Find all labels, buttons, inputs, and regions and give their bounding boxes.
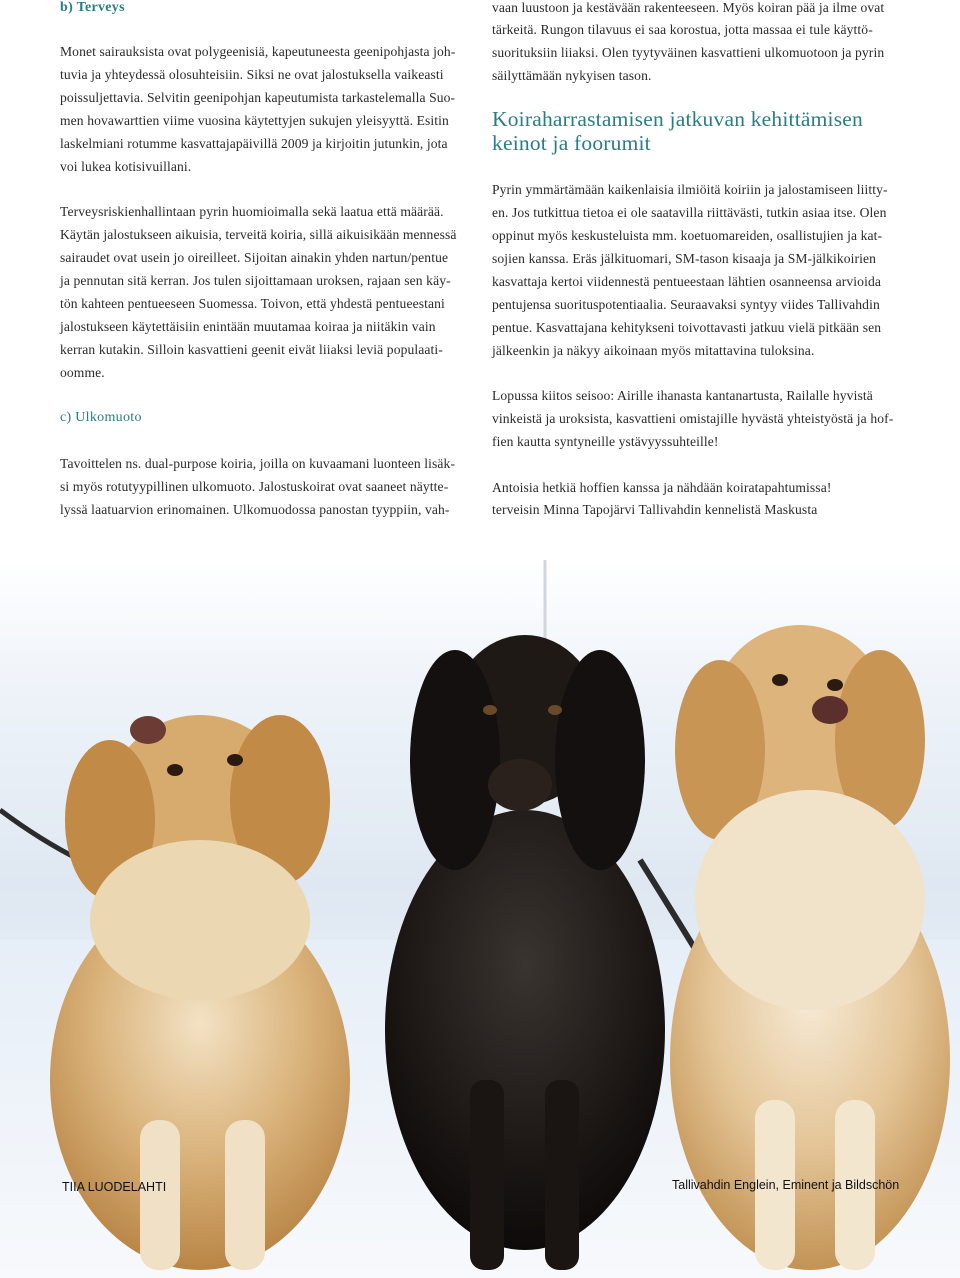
- dogs-photo: [0, 560, 960, 1278]
- paragraph-line: säilyttämään nykyisen tason.: [492, 68, 652, 83]
- dog-right: [670, 625, 950, 1270]
- paragraph-line: voi lukea kotisivuillani.: [60, 159, 192, 174]
- paragraph-line: Tavoittelen ns. dual-purpose koiria, joilla on kuvaamani luonteen lisäk-: [60, 456, 456, 471]
- paragraph-line: pentujensa suorituspotentiaalia. Seuraavaksi syntyy viides Tallivahdin: [492, 297, 880, 312]
- paragraph-line: vaan luustoon ja kestävään rakenteeseen. Myös koiran pää ja ilme ovat: [492, 0, 885, 15]
- paragraph-line: oomme.: [60, 365, 105, 380]
- paragraph-line: kasvattaja kertoi viidennestä pentueestaan lähtien osanneensa arvioida: [492, 274, 881, 289]
- paragraph-line: Käytän jalostukseen aikuisia, terveitä koiria, sillä aikuisikään mennessä: [60, 227, 457, 242]
- paragraph-line: Antoisia hetkiä hoffien kanssa ja nähdään koiratapahtumissa!: [492, 480, 832, 495]
- paragraph-line: laskelmiani rotumme kasvattajapäivillä 2009 ja kirjoitin jutunkin, jota: [60, 136, 448, 151]
- paragraph-line: ja pennutan sitä kerran. Jos tulen sijoittamaan uroksen, rajaan sen käy-: [60, 273, 451, 288]
- paragraph-line: oppinut myös keskusteluista mm. koetuomareiden, osallistujien ja kat-: [492, 228, 883, 243]
- paragraph-line: sojien kanssa. Eräs jälkituomari, SM-tason kisaaja ja SM-jälkikoirien: [492, 251, 877, 266]
- heading-terveys: b) Terveys: [60, 0, 125, 15]
- section-heading: keinot ja foorumit: [492, 131, 651, 155]
- paragraph-line: tuvia ja yhteydessä olosuhteisiin. Siksi ne ovat jalostuksella vaikeasti: [60, 67, 444, 82]
- photo-caption: Tallivahdin Englein, Eminent ja Bildschön: [672, 1178, 900, 1192]
- paragraph-line: en. Jos tutkittua tietoa ei ole saatavilla riittävästi, tutkin asiaa itse. Olen: [492, 205, 887, 220]
- paragraph-line: Pyrin ymmärtämään kaikenlaisia ilmiöitä koiriin ja jalostamiseen liitty-: [492, 182, 888, 197]
- paragraph-line: suorituksiin liiaksi. Olen tyytyväinen kasvattieni ulkomuotoon ja pyrin: [492, 45, 885, 60]
- paragraph-line: Lopussa kiitos seisoo: Airille ihanasta kantanartusta, Railalle hyvistä: [492, 388, 873, 403]
- paragraph-line: lyssä laatuarvion erinomainen. Ulkomuodossa panostan tyyppiin, vah-: [60, 502, 450, 517]
- paragraph-line: sairaudet ovat usein jo oireilleet. Sijoitan ainakin yhden nartun/pentue: [60, 250, 449, 265]
- paragraph-line: fien kautta syntyneille ystävyyssuhteille!: [492, 434, 719, 449]
- paragraph-line: vinkeistä ja uroksista, kasvattieni omistajille hyvästä yhteistyöstä ja hof-: [492, 411, 894, 426]
- paragraph-line: men hovawarttien viime vuosina käytettyjen sukujen yleisyyttä. Esitin: [60, 113, 449, 128]
- dogs-illustration: [0, 560, 960, 1278]
- paragraph-line: pentue. Kasvattajana kehitykseni toivottavasti jatkuu vielä pitkään sen: [492, 320, 882, 335]
- paragraph-line: kerran kutakin. Silloin kasvattieni geenit eivät liiaksi leviä populaati-: [60, 342, 443, 357]
- paragraph-line: Monet sairauksista ovat polygeenisiä, kapeutuneesta geenipohjasta joh-: [60, 44, 456, 59]
- paragraph-line: si myös rotutyypillinen ulkomuoto. Jalostuskoirat ovat saaneet näytte-: [60, 479, 449, 494]
- heading-ulkomuoto: c) Ulkomuoto: [60, 410, 142, 425]
- paragraph-line: jälkeenkin ja näkyy aikoinaan myös mitattavina tuloksina.: [492, 343, 815, 358]
- paragraph-line: jalostukseen käytettäisiin enintään muutamaa koiraa ja niitäkin vain: [60, 319, 436, 334]
- paragraph-line: terveisin Minna Tapojärvi Tallivahdin kennelistä Maskusta: [492, 502, 818, 517]
- paragraph-line: tärkeitä. Rungon tilavuus ei saa korostua, jotta massaa ei tule käyttö-: [492, 22, 873, 37]
- paragraph-line: tön kahteen pentueeseen Suomessa. Toivon, että yhdestä pentueestani: [60, 296, 445, 311]
- section-heading: Koiraharrastamisen jatkuvan kehittämisen: [492, 107, 863, 131]
- photo-credit: TIIA LUODELAHTI: [62, 1180, 167, 1194]
- dog-middle: [385, 635, 665, 1270]
- paragraph-line: poissuljettavia. Selvitin geenipohjan kapeutumista tarkastelemalla Suo-: [60, 90, 456, 105]
- paragraph-line: Terveysriskienhallintaan pyrin huomioimalla sekä laatua että määrää.: [60, 204, 444, 219]
